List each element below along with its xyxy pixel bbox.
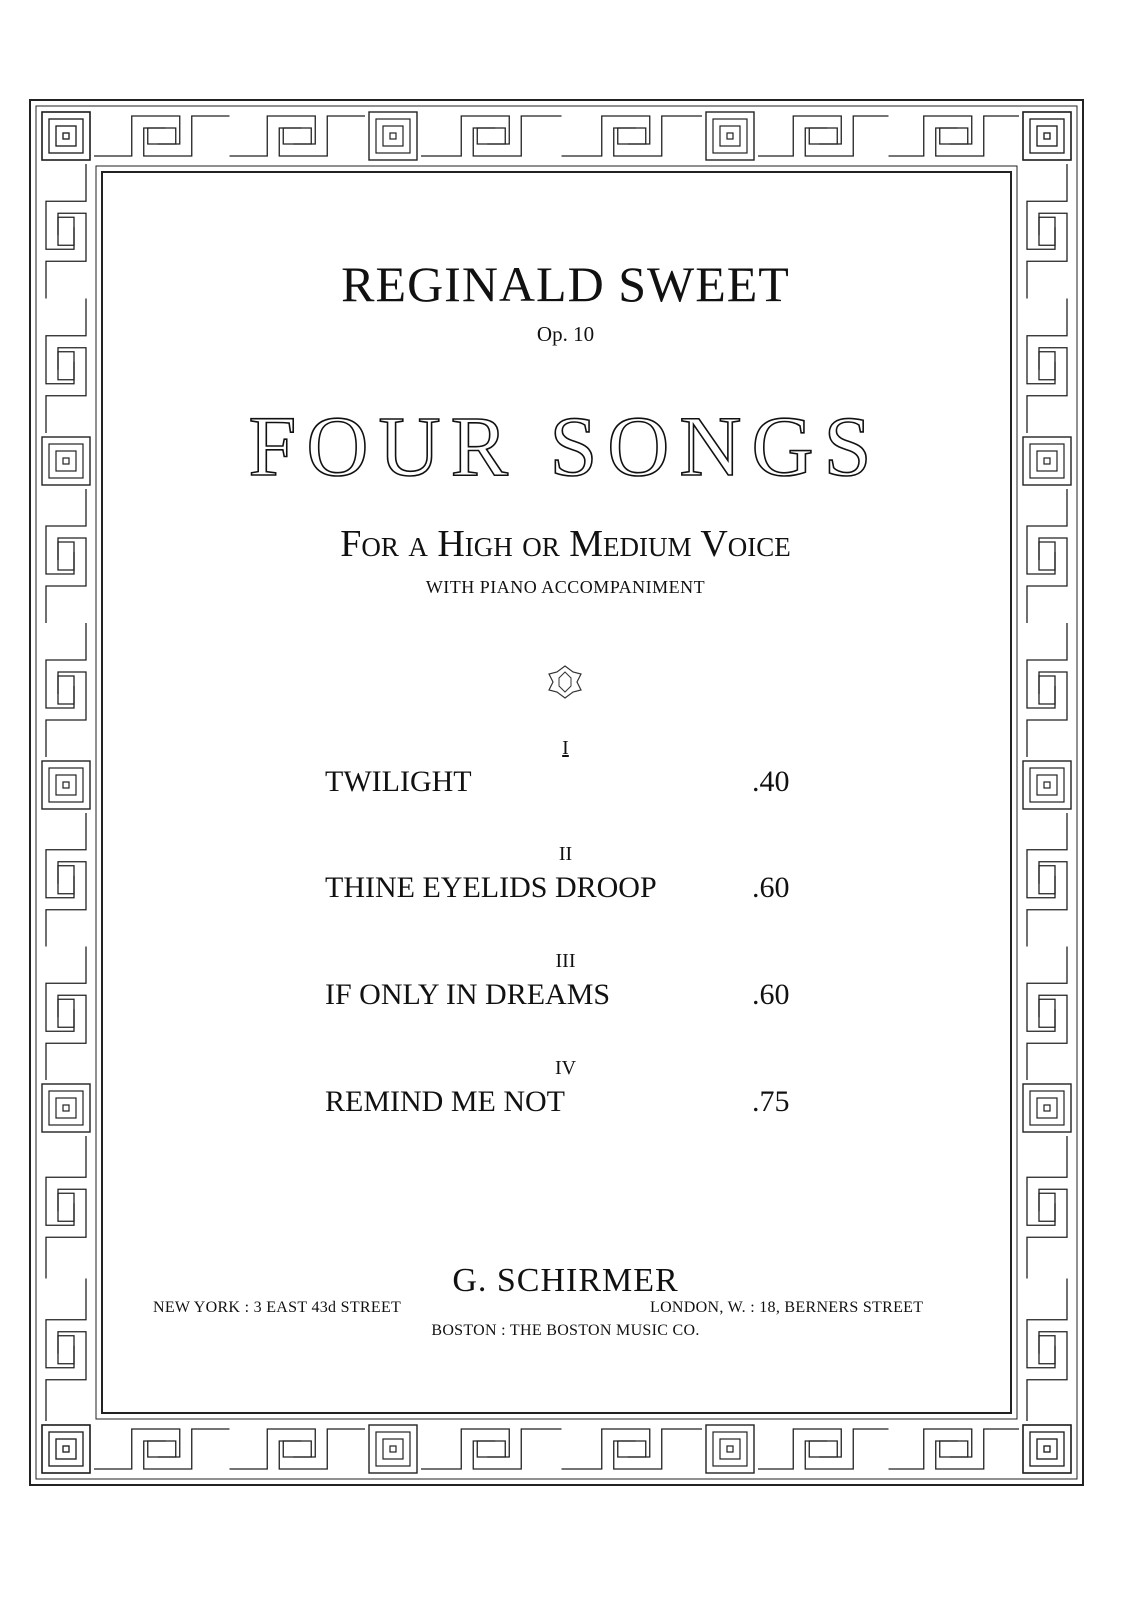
song-title: REMIND ME NOT xyxy=(325,1085,565,1118)
song-price: .60 xyxy=(752,978,790,1011)
song-number: III xyxy=(555,950,576,972)
song-title: TWILIGHT xyxy=(325,765,472,798)
song-price: .40 xyxy=(752,765,790,798)
song-number: II xyxy=(558,843,573,865)
song-title: THINE EYELIDS DROOP xyxy=(325,871,657,904)
address-london: LONDON, W. : 18, BERNERS STREET xyxy=(650,1299,924,1316)
song-price: .75 xyxy=(752,1085,790,1118)
song-number: I xyxy=(562,737,569,759)
address-new-york: NEW YORK : 3 EAST 43d STREET xyxy=(153,1299,402,1316)
address-boston: BOSTON : THE BOSTON MUSIC CO. xyxy=(431,1322,700,1339)
title-text: FOUR SONGS xyxy=(248,398,882,494)
song-price: .60 xyxy=(752,871,790,904)
accompaniment-note: WITH PIANO ACCOMPANIMENT xyxy=(425,577,706,597)
opus-number: Op. 10 xyxy=(536,322,595,346)
song-number: IV xyxy=(554,1057,577,1079)
title xyxy=(0,395,1131,495)
subtitle-text: For a High or Medium Voice xyxy=(340,523,791,565)
composer-name: REGINALD SWEET xyxy=(341,256,790,312)
ornament-icon xyxy=(545,662,585,702)
subtitle xyxy=(0,522,1131,566)
publisher-name: G. SCHIRMER xyxy=(452,1262,679,1299)
song-title: IF ONLY IN DREAMS xyxy=(325,978,611,1011)
